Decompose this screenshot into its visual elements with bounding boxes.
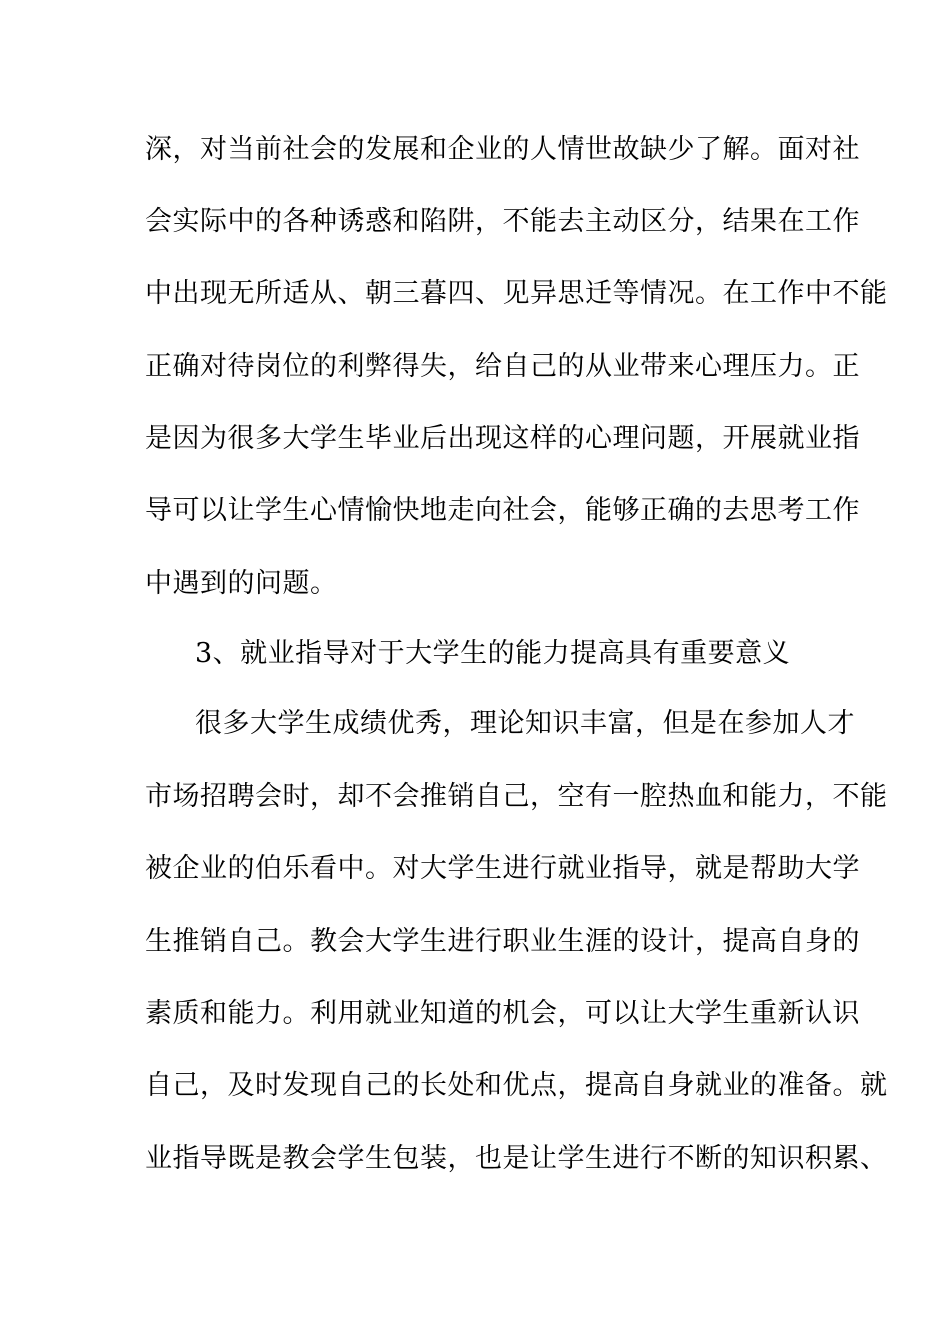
paragraph-2-line-3: 被企业的伯乐看中。对大学生进行就业指导，就是帮助大学 <box>145 853 860 884</box>
paragraph-1-line-6: 导可以让学生心情愉快地走向社会，能够正确的去思考工作 <box>145 495 860 526</box>
section-heading-3: 3、就业指导对于大学生的能力提高具有重要意义 <box>195 638 791 669</box>
paragraph-1-line-4: 正确对待岗位的利弊得失，给自己的从业带来心理压力。正 <box>145 351 860 382</box>
paragraph-2-line-2: 市场招聘会时，却不会推销自己，空有一腔热血和能力，不能 <box>145 781 888 812</box>
paragraph-2-line-5: 素质和能力。利用就业知道的机会，可以让大学生重新认识 <box>145 998 860 1029</box>
paragraph-2-line-4: 生推销自己。教会大学生进行职业生涯的设计，提高自身的 <box>145 926 860 957</box>
paragraph-1-line-5: 是因为很多大学生毕业后出现这样的心理问题，开展就业指 <box>145 423 860 454</box>
paragraph-1-line-7: 中遇到的问题。 <box>145 568 338 599</box>
paragraph-2-line-6: 自己，及时发现自己的长处和优点，提高自身就业的准备。就 <box>145 1070 888 1101</box>
paragraph-1-line-3: 中出现无所适从、朝三暮四、见异思迁等情况。在工作中不能 <box>145 278 888 309</box>
paragraph-2-line-1: 很多大学生成绩优秀，理论知识丰富，但是在参加人才 <box>195 708 855 739</box>
paragraph-1-line-1: 深，对当前社会的发展和企业的人情世故缺少了解。面对社 <box>145 134 860 165</box>
paragraph-2-line-7: 业指导既是教会学生包装，也是让学生进行不断的知识积累、 <box>145 1143 888 1174</box>
paragraph-1-line-2: 会实际中的各种诱惑和陷阱，不能去主动区分，结果在工作 <box>145 206 860 237</box>
